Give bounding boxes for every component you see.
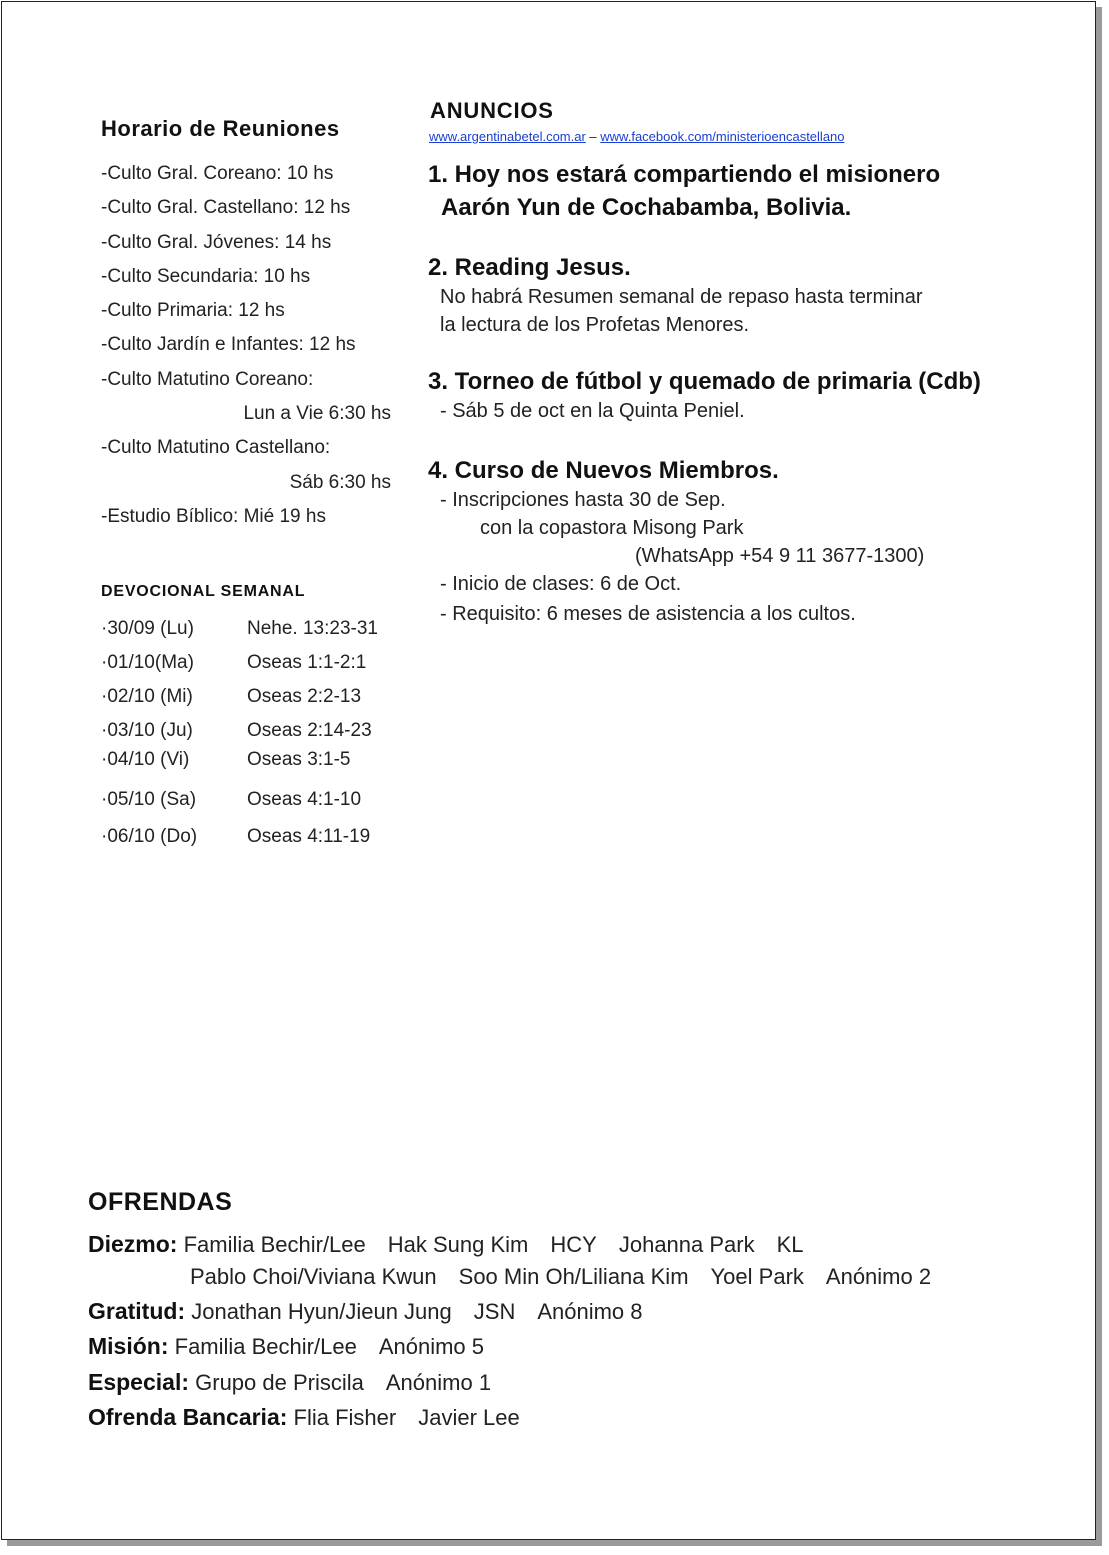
anuncio-4-title: 4. Curso de Nuevos Miembros. <box>428 457 779 484</box>
horario-item: -Culto Secundaria: 10 hs <box>101 265 311 287</box>
devocional-date: ·03/10 (Ju) <box>101 720 193 741</box>
donor-name: Anónimo 5 <box>378 1334 484 1359</box>
devocional-row <box>101 686 361 708</box>
ofrenda-bancaria <box>88 1404 520 1431</box>
horario-item-time: Sáb 6:30 hs <box>289 471 391 493</box>
anuncio-4-text: - Requisito: 6 meses de asistencia a los cultos. <box>440 603 856 625</box>
ofrenda-label: Misión: <box>88 1333 169 1359</box>
website-link[interactable]: www.argentinabetel.com.ar <box>429 129 586 144</box>
horario-item: -Estudio Bíblico: Mié 19 hs <box>101 505 326 527</box>
devocional-date: ·05/10 (Sa) <box>101 789 197 810</box>
anuncio-3-title: 3. Torneo de fútbol y quemado de primaria (Cdb) <box>428 368 981 395</box>
anuncio-1-title-cont: Aarón Yun de Cochabamba, Bolivia. <box>441 194 852 221</box>
ofrendas-title: OFRENDAS <box>88 1188 233 1216</box>
anuncio-4-text: - Inscripciones hasta 30 de Sep. <box>440 489 726 511</box>
donor-name: Jonathan Hyun/Jieun Jung <box>191 1299 452 1324</box>
devocional-passage: Oseas 1:1-2:1 <box>247 652 367 673</box>
devocional-row <box>101 652 366 674</box>
horario-item-time: Lun a Vie 6:30 hs <box>243 403 391 425</box>
ofrenda-gratitud <box>88 1298 643 1325</box>
donor-name: Hak Sung Kim <box>387 1232 529 1257</box>
devocional-row <box>101 789 361 811</box>
donor-name: Pablo Choi/Viviana Kwun <box>190 1264 437 1289</box>
ofrenda-diezmo-cont <box>190 1264 931 1290</box>
devocional-date: ·06/10 (Do) <box>101 826 198 847</box>
anuncio-2-text: No habrá Resumen semanal de repaso hasta terminar <box>440 286 923 308</box>
donor-name: HCY <box>550 1232 597 1257</box>
donor-name: Javier Lee <box>418 1405 520 1430</box>
ofrenda-label: Ofrenda Bancaria: <box>88 1404 288 1430</box>
donor-name: Anónimo 2 <box>825 1264 932 1289</box>
anuncio-4-phone: (WhatsApp +54 9 11 3677-1300) <box>635 545 925 567</box>
facebook-link[interactable]: www.facebook.com/ministerioencastellano <box>600 129 845 144</box>
devocional-passage: Oseas 3:1-5 <box>247 749 351 770</box>
ofrenda-label: Diezmo: <box>88 1231 178 1257</box>
donor-name: Anónimo 1 <box>385 1370 492 1395</box>
anuncio-1-title: 1. Hoy nos estará compartiendo el misionero <box>428 161 941 188</box>
devocional-passage: Oseas 2:14-23 <box>247 720 372 741</box>
ofrenda-label: Especial: <box>88 1369 189 1395</box>
horario-item: -Culto Gral. Coreano: 10 hs <box>101 163 334 184</box>
devocional-date: ·04/10 (Vi) <box>101 749 190 770</box>
donor-name: Soo Min Oh/Liliana Kim <box>458 1264 689 1289</box>
donor-name: Yoel Park <box>710 1264 804 1289</box>
devocional-date: ·01/10(Ma) <box>101 652 194 673</box>
devocional-row <box>101 720 372 742</box>
donor-name: Familia Bechir/Lee <box>174 1334 357 1359</box>
devocional-passage: Nehe. 13:23-31 <box>247 618 378 639</box>
horario-item: -Culto Jardín e Infantes: 12 hs <box>101 334 356 356</box>
horario-title: Horario de Reuniones <box>101 116 340 141</box>
horario-item: -Culto Primaria: 12 hs <box>101 300 285 322</box>
anuncios-title: ANUNCIOS <box>430 98 554 123</box>
ofrenda-especial <box>88 1369 491 1396</box>
horario-item: -Culto Matutino Castellano: <box>101 437 331 459</box>
devocional-title: DEVOCIONAL SEMANAL <box>101 583 306 600</box>
ofrenda-diezmo <box>88 1231 804 1258</box>
horario-list <box>101 157 401 534</box>
devocional-passage: Oseas 4:1-10 <box>247 789 362 810</box>
devocional-passage: Oseas 2:2-13 <box>247 686 362 707</box>
donor-name: Grupo de Priscila <box>195 1370 364 1395</box>
anuncio-4-text: - Inicio de clases: 6 de Oct. <box>440 573 682 595</box>
ofrenda-mision <box>88 1333 484 1360</box>
donor-name: Flia Fisher <box>293 1405 397 1430</box>
donor-name: Anónimo 8 <box>537 1299 643 1324</box>
donor-name: Johanna Park <box>618 1232 755 1257</box>
devocional-date: ·02/10 (Mi) <box>101 686 193 707</box>
donor-name: Familia Bechir/Lee <box>183 1232 366 1257</box>
donor-name: JSN <box>473 1299 516 1324</box>
anuncio-2-text: la lectura de los Profetas Menores. <box>440 314 750 336</box>
anuncio-3-text: - Sáb 5 de oct en la Quinta Peniel. <box>440 400 745 422</box>
devocional-date: ·30/09 (Lu) <box>101 618 194 639</box>
devocional-row <box>101 618 378 640</box>
anuncios-links <box>429 129 845 144</box>
donor-name: KL <box>776 1232 804 1257</box>
link-separator: – <box>585 129 601 144</box>
anuncio-4-text: con la copastora Misong Park <box>480 517 744 539</box>
devocional-row <box>101 749 351 771</box>
ofrenda-label: Gratitud: <box>88 1298 186 1324</box>
horario-item: -Culto Gral. Jóvenes: 14 hs <box>101 231 332 253</box>
anuncio-2-title: 2. Reading Jesus. <box>428 254 631 281</box>
horario-item: -Culto Gral. Castellano: 12 hs <box>101 197 351 219</box>
devocional-row <box>101 826 370 848</box>
devocional-passage: Oseas 4:11-19 <box>247 826 371 847</box>
horario-item: -Culto Matutino Coreano: <box>101 368 314 390</box>
